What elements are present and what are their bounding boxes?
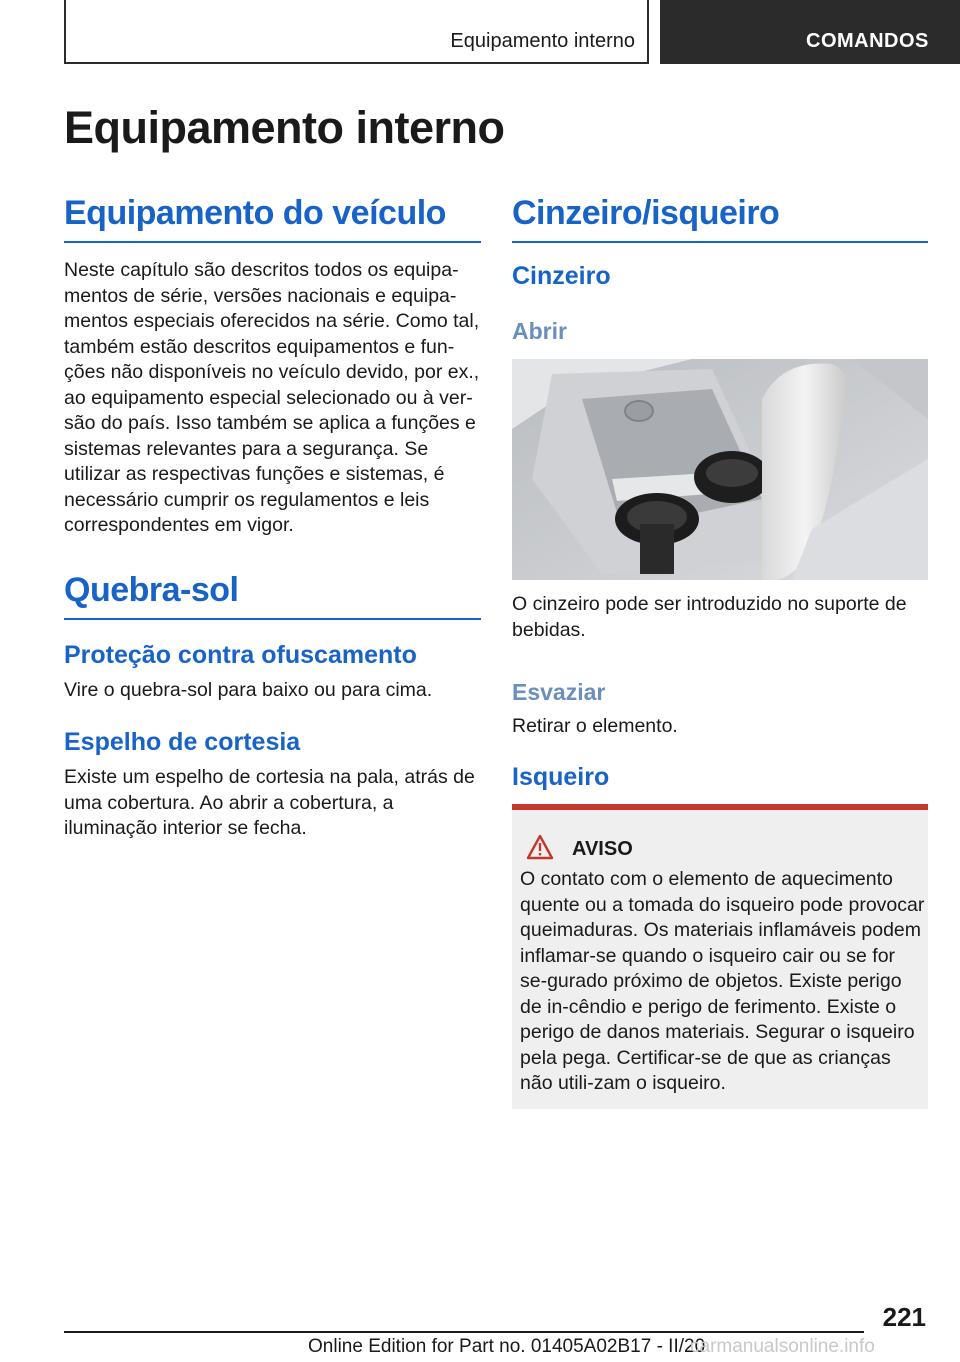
paragraph-open: O cinzeiro pode ser introduzido no suporte de bebidas. xyxy=(512,593,907,641)
heading-ashtray: Cinzeiro xyxy=(512,262,611,290)
heading-lighter: Isqueiro xyxy=(512,763,610,791)
header-chapter-box xyxy=(660,0,960,64)
heading-open: Abrir xyxy=(512,318,567,344)
header-section-box xyxy=(64,0,649,64)
heading-sun-visor: Quebra-sol xyxy=(64,571,481,620)
header-section-title: Equipamento interno xyxy=(450,30,635,52)
heading-vanity-mirror: Espelho de cortesia xyxy=(64,728,301,756)
footer-divider xyxy=(64,1331,864,1333)
warning-body: O contato com o elemento de aquecimento quente ou a tomada do isqueiro pode provocar queimaduras. Os materiais inflamáveis podem inflamar-se quando o isqueiro cair ou se for se-gurado próximo de objetos. Existe perigo de in-cêndio e perigo de ferimento. Existe o perigo de danos materiais. Segurar o isqueiro pela pega. Certificar-se de que as crianças não utili-zam o isqueiro. xyxy=(520,868,925,1094)
heading-ashtray-lighter: Cinzeiro/isqueiro xyxy=(512,194,928,243)
paragraph-vehicle-equipment: Neste capítulo são descritos todos os equipa-mentos de série, versões nacionais e equipa-mentos especiais oferecidos na série. Como tal, também estão descritos equipamentos e fun-ções não disponíveis no veículo devido, por ex., ao equipamento especial selecionado ou à ver-são do país. Isso também se aplica a funções e sistemas relevantes para a segurança. Se utilizar as respectivas funções e sistemas, é necessário cumprir os regulamentos e leis correspondentes em vigor. xyxy=(64,259,480,536)
page-number: 221 xyxy=(882,1302,926,1332)
page-title: Equipamento interno xyxy=(64,102,505,153)
warning-triangle-icon xyxy=(526,834,554,865)
warning-title: AVISO xyxy=(572,838,633,860)
ashtray-cupholder-photo xyxy=(512,359,928,580)
heading-glare-protection: Proteção contra ofuscamento xyxy=(64,641,417,669)
header-chapter-title: COMANDOS xyxy=(806,30,929,52)
paragraph-glare-protection: Vire o quebra-sol para baixo ou para cima. xyxy=(64,679,433,701)
footer-watermark: carmanualsonline.info xyxy=(690,1336,875,1357)
warning-box xyxy=(512,804,928,1109)
paragraph-vanity-mirror: Existe um espelho de cortesia na pala, atrás de uma cobertura. Ao abrir a cobertura, a iluminação interior se fecha. xyxy=(64,766,475,839)
heading-vehicle-equipment: Equipamento do veículo xyxy=(64,194,481,243)
heading-empty: Esvaziar xyxy=(512,679,606,705)
paragraph-empty: Retirar o elemento. xyxy=(512,715,678,737)
footer-edition: Online Edition for Part no. 01405A02B17 - II/20 xyxy=(308,1336,706,1357)
